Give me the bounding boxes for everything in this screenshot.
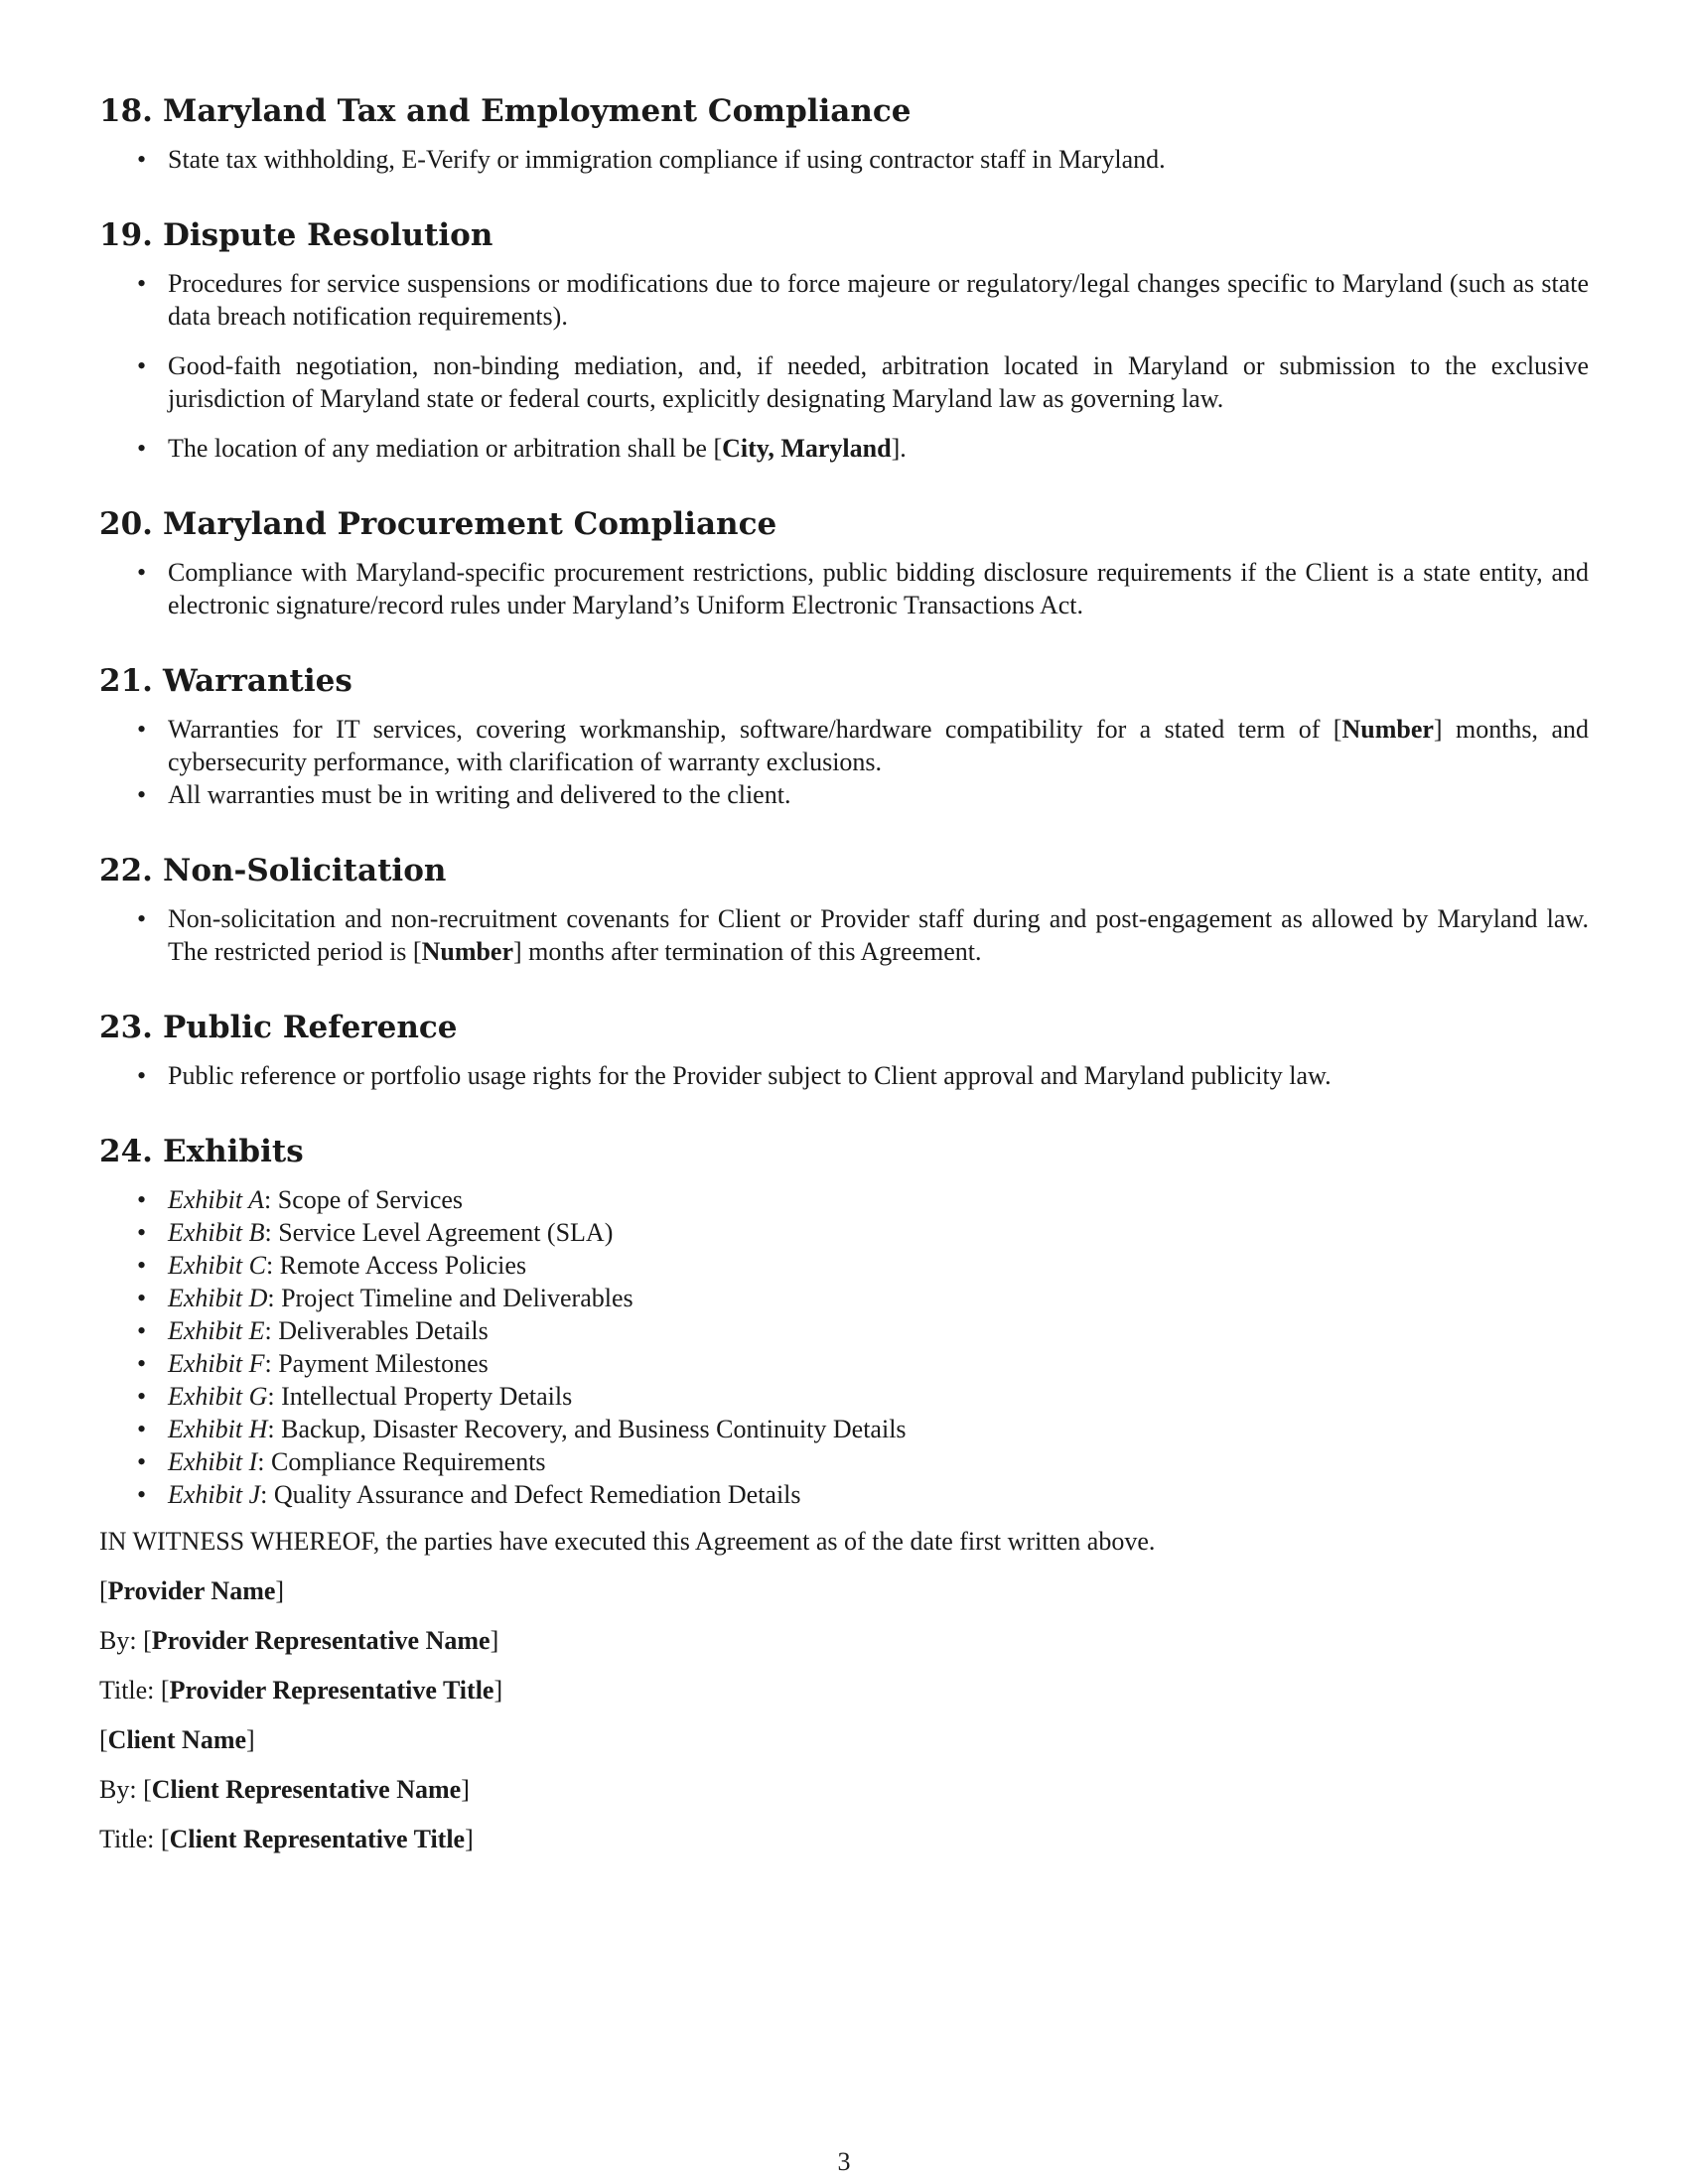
- bullet-list: [99, 1059, 1589, 1092]
- bullet-list: [99, 713, 1589, 811]
- list-item: • Procedures for service suspensions or modifications due to force majeure or regulatory/legal changes specific to Maryland (such as state data breach notification requirements).: [99, 267, 1589, 333]
- page-number: 3: [837, 2147, 851, 2176]
- exhibit-item: • Exhibit C: Remote Access Policies: [99, 1249, 1589, 1282]
- placeholder-number: Number: [1341, 715, 1434, 744]
- exhibit-item: • Exhibit H: Backup, Disaster Recovery, and Business Continuity Details: [99, 1413, 1589, 1445]
- provider-name: [Provider Name]: [99, 1576, 285, 1605]
- client-rep-name: By: [Client Representative Name]: [99, 1775, 470, 1804]
- exhibit-item: • Exhibit A: Scope of Services: [99, 1183, 1589, 1216]
- exhibit-item: • Exhibit J: Quality Assurance and Defect Remediation Details: [99, 1478, 1589, 1511]
- section-18: [99, 91, 1589, 176]
- list-item: • State tax withholding, E-Verify or immigration compliance if using contractor staff in Maryland.: [99, 143, 1589, 176]
- list-item: • All warranties must be in writing and delivered to the client.: [99, 778, 1589, 811]
- exhibit-item: • Exhibit B: Service Level Agreement (SLA): [99, 1216, 1589, 1249]
- list-item: • Non-solicitation and non-recruitment covenants for Client or Provider staff during and post-engagement as allowed by Maryland law. The restricted period is [Number] months after termination of this Agreement.: [99, 902, 1589, 968]
- bullet-list: [99, 902, 1589, 968]
- bullet-list: [99, 267, 1589, 465]
- list-item: • The location of any mediation or arbitration shall be [City, Maryland].: [99, 432, 1589, 465]
- section-heading: 20. Maryland Procurement Compliance: [99, 506, 777, 542]
- exhibit-item: • Exhibit D: Project Timeline and Deliverables: [99, 1282, 1589, 1314]
- placeholder-city: City, Maryland: [722, 434, 892, 463]
- section-heading: 19. Dispute Resolution: [99, 217, 493, 253]
- section-23: [99, 1008, 1589, 1092]
- exhibit-item: • Exhibit F: Payment Milestones: [99, 1347, 1589, 1380]
- client-name: [Client Name]: [99, 1725, 255, 1754]
- section-heading: 21. Warranties: [99, 663, 352, 699]
- section-20: [99, 504, 1589, 621]
- list-item: • Warranties for IT services, covering workmanship, software/hardware compatibility for a stated term of [Number] months, and cybersecurity performance, with clarification of warranty exclusions.: [99, 713, 1589, 778]
- witness-statement: IN WITNESS WHEREOF, the parties have executed this Agreement as of the date first written above.: [99, 1527, 1156, 1556]
- client-rep-title: Title: [Client Representative Title]: [99, 1825, 474, 1853]
- bullet-list: [99, 556, 1589, 621]
- exhibit-list: [99, 1183, 1589, 1511]
- exhibit-item: • Exhibit G: Intellectual Property Details: [99, 1380, 1589, 1413]
- section-heading: 23. Public Reference: [99, 1010, 458, 1045]
- section-heading: 24. Exhibits: [99, 1134, 304, 1169]
- provider-rep-name: By: [Provider Representative Name]: [99, 1626, 499, 1655]
- list-item: • Compliance with Maryland-specific procurement restrictions, public bidding disclosure requirements if the Client is a state entity, and electronic signature/record rules under Maryland’s Uniform Electronic Transactions Act.: [99, 556, 1589, 621]
- section-heading: 18. Maryland Tax and Employment Compliance: [99, 93, 912, 129]
- exhibit-item: • Exhibit E: Deliverables Details: [99, 1314, 1589, 1347]
- exhibit-item: • Exhibit I: Compliance Requirements: [99, 1445, 1589, 1478]
- section-22: [99, 851, 1589, 968]
- section-24: [99, 1132, 1589, 1511]
- document-page: [99, 91, 1589, 1855]
- bullet-list: [99, 143, 1589, 176]
- section-19: [99, 215, 1589, 465]
- provider-rep-title: Title: [Provider Representative Title]: [99, 1676, 503, 1705]
- placeholder-number: Number: [421, 937, 514, 966]
- list-item: • Public reference or portfolio usage rights for the Provider subject to Client approval and Maryland publicity law.: [99, 1059, 1589, 1092]
- section-heading: 22. Non-Solicitation: [99, 853, 447, 888]
- list-item: • Good-faith negotiation, non-binding mediation, and, if needed, arbitration located in Maryland or submission to the exclusive jurisdiction of Maryland state or federal courts, explicitly designating Maryland law as governing law.: [99, 349, 1589, 415]
- section-21: [99, 661, 1589, 811]
